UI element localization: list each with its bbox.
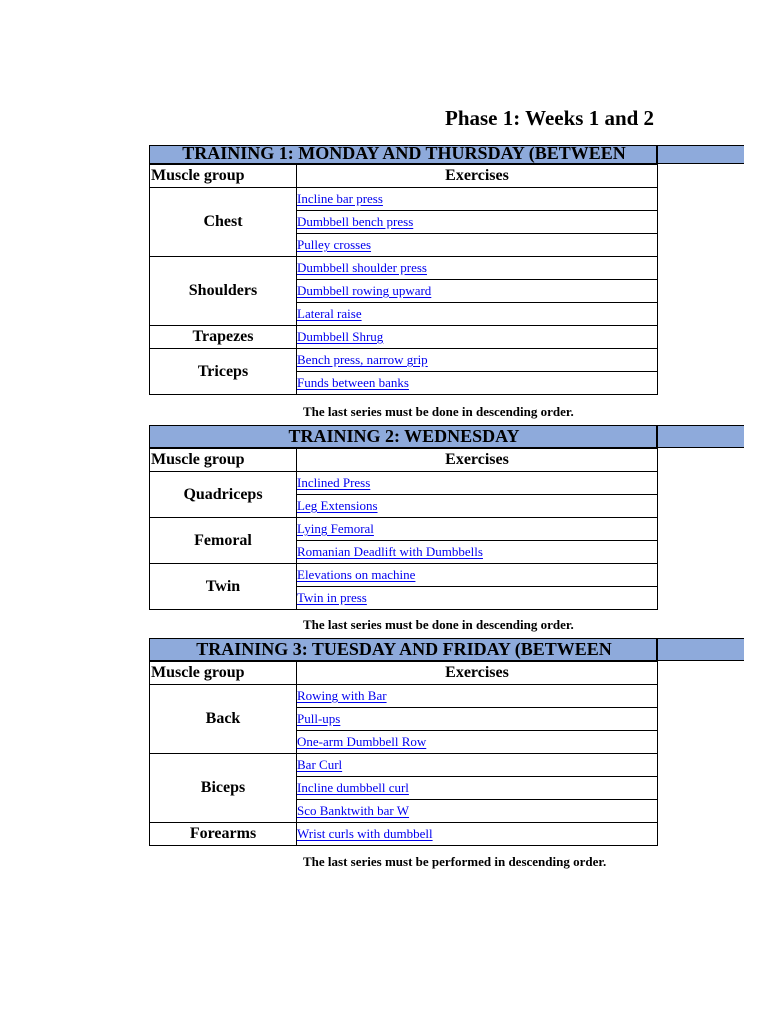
muscle-group-cell: Quadriceps <box>150 472 297 518</box>
exercise-cell <box>297 495 658 518</box>
exercise-cell <box>297 685 658 708</box>
exercise-link[interactable]: Elevations on machine <box>297 567 416 582</box>
table-row <box>150 472 658 495</box>
exercise-link[interactable]: Romanian Deadlift with Dumbbells <box>297 544 483 559</box>
exercise-cell <box>297 541 658 564</box>
table-row <box>150 564 658 587</box>
exercise-link[interactable]: Incline dumbbell curl <box>297 780 409 795</box>
exercise-link[interactable]: Incline bar press <box>297 191 383 206</box>
exercise-cell <box>297 731 658 754</box>
exercise-cell <box>297 303 658 326</box>
exercise-cell <box>297 372 658 395</box>
exercise-cell <box>297 800 658 823</box>
exercise-cell <box>297 188 658 211</box>
muscle-group-cell: Twin <box>150 564 297 610</box>
muscle-group-cell: Chest <box>150 188 297 257</box>
muscle-group-cell: Femoral <box>150 518 297 564</box>
banner-title: TRAINING 3: TUESDAY AND FRIDAY (BETWEEN <box>196 639 612 659</box>
table-row <box>150 326 658 349</box>
muscle-group-cell: Trapezes <box>150 326 297 349</box>
exercise-link[interactable]: Dumbbell Shrug <box>297 329 384 344</box>
exercise-link[interactable]: Lying Femoral <box>297 521 374 536</box>
exercise-cell <box>297 349 658 372</box>
exercise-link[interactable]: Inclined Press <box>297 475 371 490</box>
exercise-link[interactable]: Lateral raise <box>297 306 362 321</box>
exercise-link[interactable]: Bench press, narrow grip <box>297 352 428 367</box>
table-row <box>150 685 658 708</box>
exercise-cell <box>297 708 658 731</box>
muscle-group-cell: Forearms <box>150 823 297 846</box>
exercise-link[interactable]: Rowing with Bar <box>297 688 387 703</box>
section-banner <box>149 638 744 661</box>
page-title: Phase 1: Weeks 1 and 2 <box>445 106 655 130</box>
muscle-group-cell: Triceps <box>150 349 297 395</box>
header-row <box>150 662 658 685</box>
exercise-cell <box>297 257 658 280</box>
banner-title: TRAINING 1: MONDAY AND THURSDAY (BETWEEN <box>182 145 626 163</box>
muscle-group-header: Muscle group <box>150 165 297 188</box>
exercise-cell <box>297 326 658 349</box>
exercise-link[interactable]: Dumbbell shoulder press <box>297 260 427 275</box>
muscle-group-cell: Back <box>150 685 297 754</box>
muscle-group-cell: Shoulders <box>150 257 297 326</box>
table-row <box>150 823 658 846</box>
exercise-cell <box>297 234 658 257</box>
exercise-cell <box>297 280 658 303</box>
exercises-header: Exercises <box>297 662 658 685</box>
exercise-link[interactable]: Wrist curls with dumbbell <box>297 826 433 841</box>
muscle-group-header: Muscle group <box>150 449 297 472</box>
exercise-link[interactable]: Leg Extensions <box>297 498 378 513</box>
exercise-link[interactable]: Pull-ups <box>297 711 341 726</box>
table-row <box>150 257 658 280</box>
training-3-section <box>149 638 744 846</box>
banner-title: TRAINING 2: WEDNESDAY <box>288 426 520 446</box>
exercise-link[interactable]: Funds between banks <box>297 375 409 390</box>
header-row <box>150 165 658 188</box>
exercise-cell <box>297 587 658 610</box>
exercise-cell <box>297 211 658 234</box>
exercise-cell <box>297 518 658 541</box>
section-note: The last series must be done in descending order. <box>303 617 574 632</box>
section-banner <box>149 145 744 164</box>
exercise-cell <box>297 472 658 495</box>
exercise-link[interactable]: Dumbbell bench press <box>297 214 414 229</box>
exercise-cell <box>297 754 658 777</box>
section-banner <box>149 425 744 448</box>
section-note: The last series must be done in descending order. <box>303 404 574 419</box>
table-row <box>150 188 658 211</box>
table-row <box>150 754 658 777</box>
exercise-link[interactable]: Twin in press <box>297 590 367 605</box>
muscle-group-cell: Biceps <box>150 754 297 823</box>
exercises-header: Exercises <box>297 449 658 472</box>
exercises-header: Exercises <box>297 165 658 188</box>
exercise-link[interactable]: One-arm Dumbbell Row <box>297 734 427 749</box>
exercise-cell <box>297 777 658 800</box>
exercise-link[interactable]: Pulley crosses <box>297 237 372 252</box>
training-2-section <box>149 425 744 610</box>
exercise-link[interactable]: Bar Curl <box>297 757 343 772</box>
exercise-cell <box>297 564 658 587</box>
exercise-table <box>149 661 658 846</box>
exercise-table <box>149 448 658 610</box>
table-row <box>150 349 658 372</box>
exercise-cell <box>297 823 658 846</box>
exercise-link[interactable]: Sco Banktwith bar W <box>297 803 410 818</box>
section-note: The last series must be performed in descending order. <box>303 854 607 869</box>
exercise-link[interactable]: Dumbbell rowing upward <box>297 283 432 298</box>
exercise-table <box>149 164 658 395</box>
muscle-group-header: Muscle group <box>150 662 297 685</box>
table-row <box>150 518 658 541</box>
training-1-section <box>149 145 744 395</box>
header-row <box>150 449 658 472</box>
